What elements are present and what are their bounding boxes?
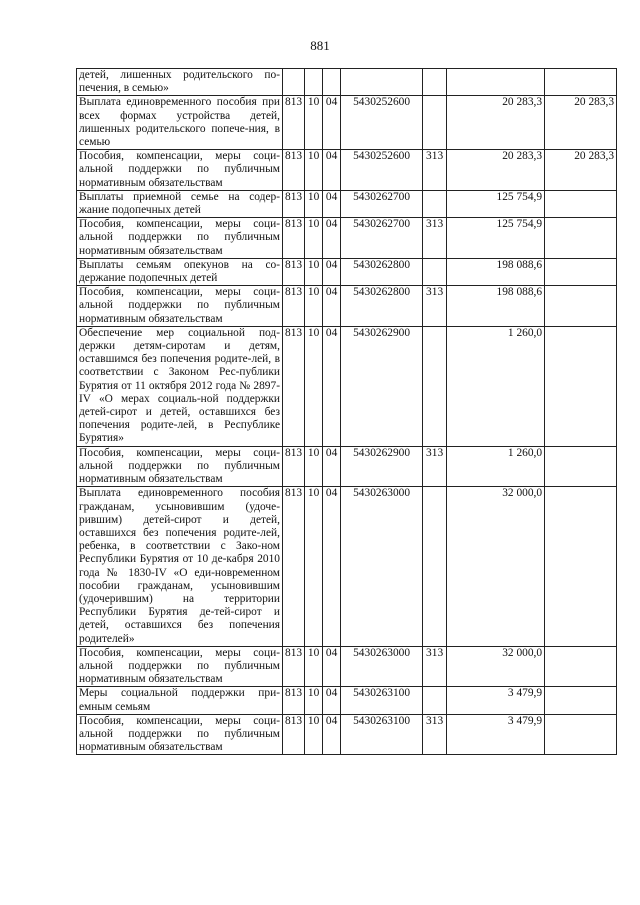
amount-total: 198 088,6 [447,258,545,285]
code-expense-type [423,487,447,646]
table-row [77,190,617,217]
row-description: Пособия, компенсации, меры соци-альной поддержки по публичным нормативным обязательствам [77,218,283,259]
table-row [77,258,617,285]
code-expense-type: 313 [423,446,447,487]
code-target: 5430252600 [341,96,423,150]
table-body [77,69,617,755]
code-admin: 813 [283,286,305,327]
code-target: 5430263100 [341,714,423,755]
row-description: Пособия, компенсации, меры соци-альной поддержки по публичным нормативным обязательствам [77,286,283,327]
code-subsection: 04 [323,487,341,646]
amount-secondary [545,190,617,217]
code-subsection [323,69,341,96]
code-target: 5430262800 [341,286,423,327]
code-section: 10 [305,446,323,487]
code-target [341,69,423,96]
amount-total: 1 260,0 [447,446,545,487]
code-subsection: 04 [323,286,341,327]
amount-secondary [545,487,617,646]
row-description: Обеспечение мер социальной под-держки детям-сиротам и детям, оставшимся без попечения родите-лей, в соответствии с Законом Рес-публики Бурятия от 11 октября 2012 года № 2897-IV «О мерах социаль-ной поддержки детей-сирот и детей, оставшихся без попечения родите-лей, в Республике Бурятия» [77,326,283,446]
row-description: Выплаты семьям опекунов на со-держание подопечных детей [77,258,283,285]
table-row [77,714,617,755]
code-admin: 813 [283,646,305,687]
amount-total: 125 754,9 [447,218,545,259]
code-expense-type [423,258,447,285]
code-admin: 813 [283,687,305,714]
amount-secondary [545,687,617,714]
amount-total: 20 283,3 [447,96,545,150]
table-row [77,96,617,150]
row-description: Выплата единовременного пособия гражданам, усыновившим (удоче-рившим) детей-сирот и детей, оставшихся без попечения родите-лей, ребенка, в соответствии с Зако-ном Республики Бурятия от 10 де-кабря 2010 года № 1830-IV «О еди-новременном пособии гражданам, усыновившим (удочерившим) на территории Республики Бурятия де-тей-сирот и детей, оставшихся без попечения родителей» [77,487,283,646]
code-target: 5430263100 [341,687,423,714]
code-target: 5430262900 [341,326,423,446]
code-expense-type: 313 [423,286,447,327]
code-expense-type: 313 [423,646,447,687]
code-subsection: 04 [323,96,341,150]
code-expense-type [423,326,447,446]
amount-secondary [545,446,617,487]
code-expense-type [423,96,447,150]
code-section: 10 [305,150,323,191]
code-section: 10 [305,218,323,259]
amount-total: 125 754,9 [447,190,545,217]
code-subsection: 04 [323,646,341,687]
code-section: 10 [305,286,323,327]
table-row [77,286,617,327]
amount-total: 198 088,6 [447,286,545,327]
code-target: 5430262700 [341,190,423,217]
row-description: Меры социальной поддержки при-емным семьям [77,687,283,714]
amount-total: 32 000,0 [447,487,545,646]
code-section: 10 [305,96,323,150]
code-admin: 813 [283,326,305,446]
code-admin: 813 [283,150,305,191]
table-row [77,687,617,714]
table-row [77,446,617,487]
amount-total: 20 283,3 [447,150,545,191]
amount-total: 32 000,0 [447,646,545,687]
page-number: 881 [310,38,330,53]
code-target: 5430263000 [341,646,423,687]
code-subsection: 04 [323,714,341,755]
code-section: 10 [305,646,323,687]
code-subsection: 04 [323,446,341,487]
code-target: 5430262800 [341,258,423,285]
code-admin: 813 [283,96,305,150]
code-expense-type [423,69,447,96]
code-section: 10 [305,326,323,446]
code-section: 10 [305,190,323,217]
code-subsection: 04 [323,258,341,285]
code-expense-type: 313 [423,714,447,755]
budget-table [76,68,617,755]
code-expense-type: 313 [423,150,447,191]
row-description: Пособия, компенсации, меры соци-альной поддержки по публичным нормативным обязательствам [77,150,283,191]
code-admin: 813 [283,487,305,646]
code-admin: 813 [283,446,305,487]
row-description: Пособия, компенсации, меры соци-альной поддержки по публичным нормативным обязательствам [77,446,283,487]
code-subsection: 04 [323,190,341,217]
row-description: детей, лишенных родительского по-печения, в семью» [77,69,283,96]
amount-secondary [545,714,617,755]
amount-total: 1 260,0 [447,326,545,446]
amount-secondary [545,69,617,96]
table-row [77,646,617,687]
amount-secondary [545,258,617,285]
code-subsection: 04 [323,150,341,191]
code-target: 5430262700 [341,218,423,259]
code-admin [283,69,305,96]
amount-secondary [545,646,617,687]
code-target: 5430252600 [341,150,423,191]
amount-secondary [545,286,617,327]
code-subsection: 04 [323,326,341,446]
code-target: 5430263000 [341,487,423,646]
code-section [305,69,323,96]
code-section: 10 [305,487,323,646]
amount-secondary: 20 283,3 [545,150,617,191]
table-row [77,487,617,646]
code-section: 10 [305,258,323,285]
code-admin: 813 [283,190,305,217]
row-description: Пособия, компенсации, меры соци-альной поддержки по публичным нормативным обязательствам [77,646,283,687]
row-description: Выплаты приемной семье на содер-жание подопечных детей [77,190,283,217]
code-expense-type: 313 [423,218,447,259]
code-expense-type [423,190,447,217]
code-admin: 813 [283,714,305,755]
amount-secondary: 20 283,3 [545,96,617,150]
code-target: 5430262900 [341,446,423,487]
amount-secondary [545,326,617,446]
row-description: Выплата единовременного пособия при всех формах устройства детей, лишенных родительского попече-ния, в семью [77,96,283,150]
table-row [77,69,617,96]
amount-total: 3 479,9 [447,714,545,755]
code-section: 10 [305,714,323,755]
code-admin: 813 [283,258,305,285]
row-description: Пособия, компенсации, меры соци-альной поддержки по публичным нормативным обязательствам [77,714,283,755]
code-section: 10 [305,687,323,714]
table-row [77,326,617,446]
amount-total: 3 479,9 [447,687,545,714]
code-admin: 813 [283,218,305,259]
amount-total [447,69,545,96]
code-subsection: 04 [323,218,341,259]
table-row [77,218,617,259]
table-row [77,150,617,191]
code-expense-type [423,687,447,714]
amount-secondary [545,218,617,259]
code-subsection: 04 [323,687,341,714]
